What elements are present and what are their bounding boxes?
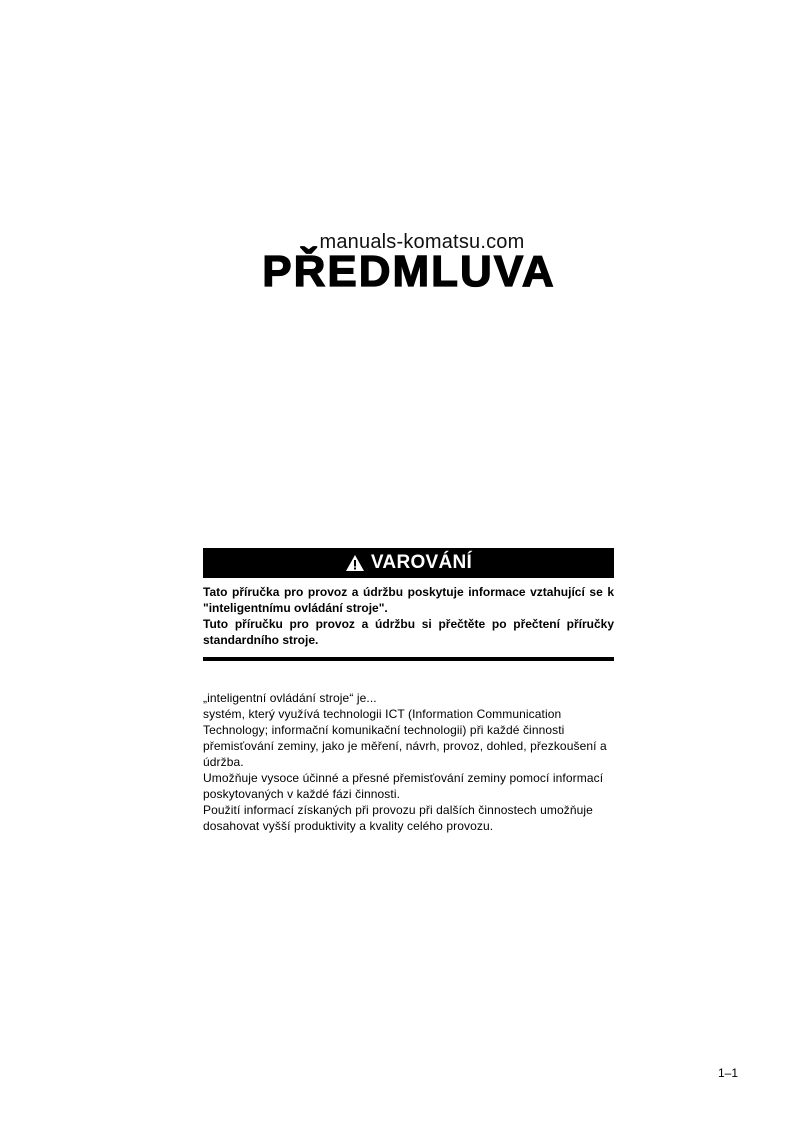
body-paragraph: „inteligentní ovládání stroje“ je... (203, 691, 377, 705)
intro-text (203, 690, 614, 834)
body-paragraph: Použití informací získaných při provozu při dalších činnostech umožňuje dosahovat vyšší produktivity a kvality celého provozu. (203, 803, 593, 833)
warning-header (203, 548, 614, 578)
body-paragraph: Umožňuje vysoce účinné a přesné přemisťování zeminy pomocí informací poskytovaných v každé fázi činnosti. (203, 771, 604, 801)
warning-triangle-icon (345, 554, 365, 572)
warning-line: Tato příručka pro provoz a údržbu poskytuje informace vztahující se k "inteligentnímu ovládání stroje". (203, 585, 614, 615)
watermark-text: manuals-komatsu.com (319, 231, 525, 253)
warning-line: Tuto příručku pro provoz a údržbu si přečtěte po přečtení příručky standardního stroje. (203, 617, 614, 647)
warning-text (203, 584, 614, 648)
body-paragraph: systém, který využívá technologii ICT (Information Communication Technology; informační komunikační technologii) při každé činnosti přemisťování zeminy, jako je měření, návrh, provoz, dohled, přezkoušení a údržba. (203, 707, 607, 769)
warning-divider (203, 657, 614, 661)
warning-heading: VAROVÁNÍ (370, 552, 473, 573)
page-title: PŘEDMLUVA (262, 247, 556, 296)
warning-box (203, 548, 614, 661)
page-number: 1–1 (717, 1066, 738, 1080)
